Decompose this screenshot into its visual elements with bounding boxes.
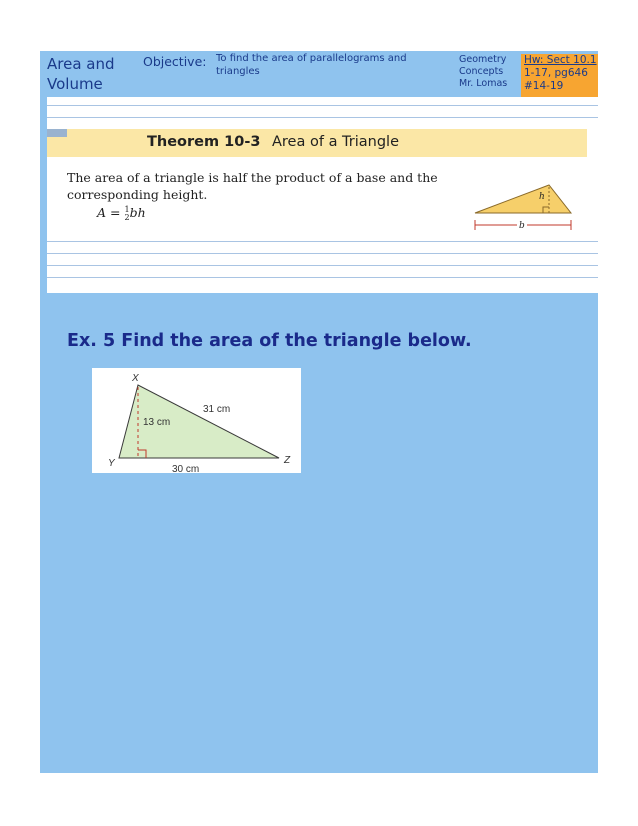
course-line2: Concepts <box>459 66 504 77</box>
theorem-triangle-figure <box>471 179 581 239</box>
theorem-name: Area of a Triangle <box>272 134 400 150</box>
course-info <box>459 54 507 90</box>
rule-line <box>47 241 598 242</box>
rule-line <box>47 117 598 118</box>
theorem-triangle <box>475 185 571 213</box>
formula-rhs: bh <box>129 205 146 220</box>
unit-title <box>47 54 115 94</box>
hw-line1: Hw: Sect 10.1 <box>524 54 597 66</box>
example-triangle-figure <box>92 368 301 473</box>
theorem-image <box>47 97 598 293</box>
notes-page <box>40 51 598 773</box>
frac-num: 1 <box>124 204 130 214</box>
height-label: h <box>539 192 545 202</box>
objective-text: To find the area of parallelograms and triangles <box>216 53 407 77</box>
rule-line <box>47 265 598 266</box>
course-line1: Geometry <box>459 54 507 65</box>
formula-lhs: A = <box>97 205 121 220</box>
theorem-statement: The area of a triangle is half the product of a base and the corresponding height. <box>67 170 438 202</box>
unit-title-line1: Area and <box>47 55 115 73</box>
side-measure-label: 31 cm <box>203 404 231 415</box>
course-line3: Mr. Lomas <box>459 78 508 89</box>
vertex-y-label: Y <box>108 458 115 469</box>
base-measure-label: 30 cm <box>172 464 200 473</box>
rule-line <box>47 253 598 254</box>
unit-title-line2: Volume <box>47 75 103 93</box>
frac-den: 2 <box>124 212 130 222</box>
theorem-number: Theorem 10-3 <box>147 134 261 150</box>
vertex-z-label: Z <box>284 455 291 466</box>
hw-line3: #14-19 <box>524 80 564 92</box>
base-label: b <box>519 221 525 231</box>
area-formula <box>97 205 146 222</box>
rule-line <box>47 277 598 278</box>
objective-label: Objective: <box>143 54 207 69</box>
vertex-x-label: X <box>132 373 139 384</box>
homework-box <box>521 54 598 98</box>
theorem-tab <box>47 129 67 137</box>
example-heading: Ex. 5 Find the area of the triangle below. <box>67 331 472 351</box>
header <box>40 51 598 95</box>
rule-line <box>47 105 598 106</box>
hw-line2: 1-17, pg646 <box>524 67 588 79</box>
height-measure-label: 13 cm <box>143 417 171 428</box>
